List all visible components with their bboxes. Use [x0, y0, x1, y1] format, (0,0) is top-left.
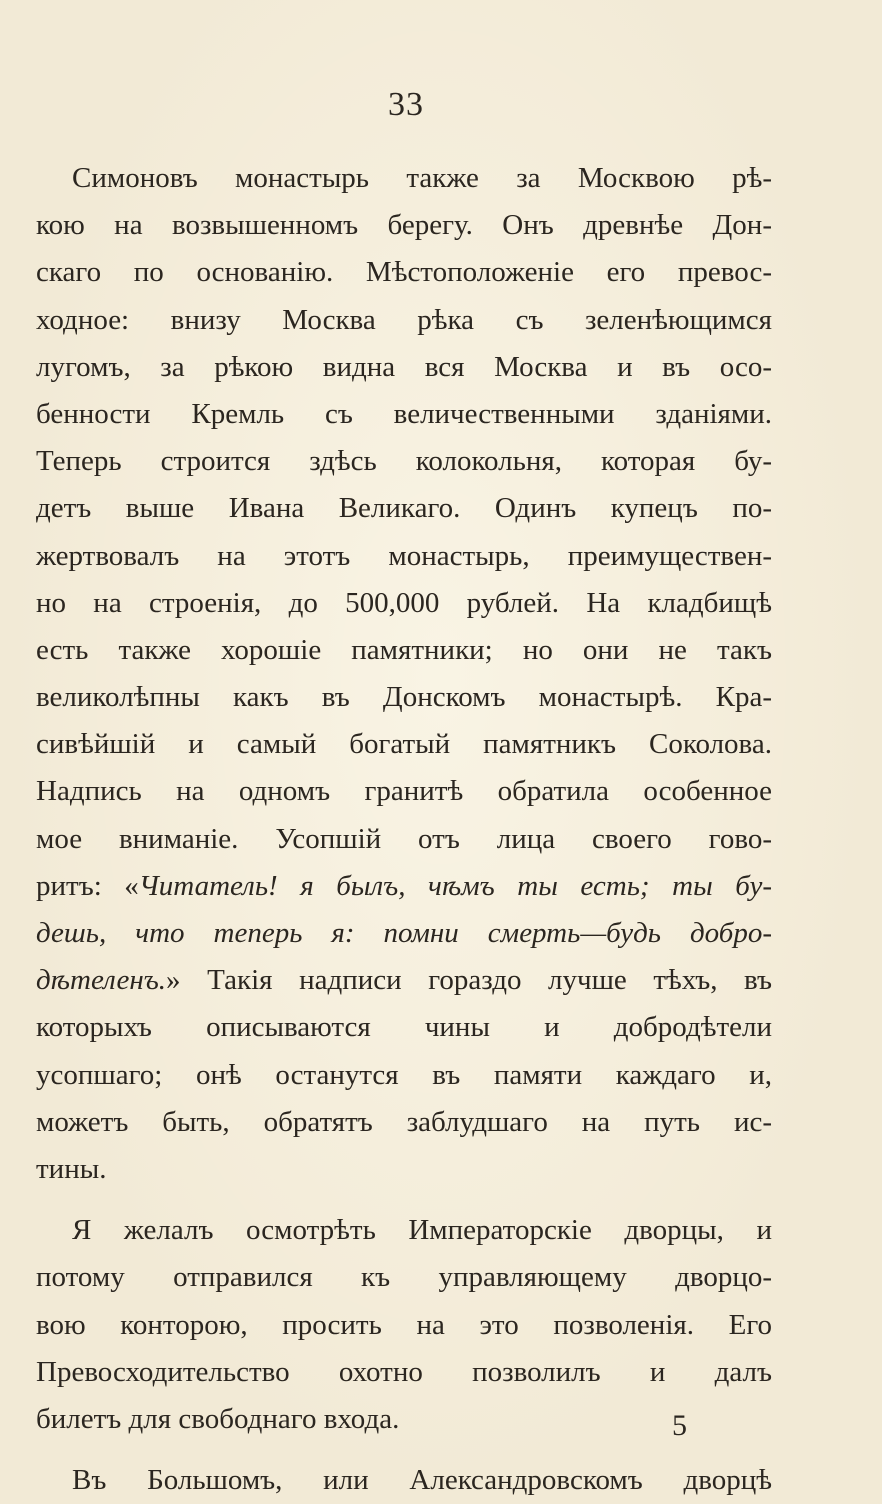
text-line: Въ Большомъ, или Александровскомъ дворцѣ [72, 1464, 772, 1497]
page-number: 33 [388, 86, 424, 123]
paragraph-simonov [36, 155, 772, 1193]
quote-lead: ритъ: « [36, 869, 139, 902]
text-line: великолѣпны какъ въ Донскомъ монастырѣ. Кра- [36, 681, 772, 714]
epitaph-quote: Читатель! я былъ, чѣмъ ты есть; ты бу- [138, 869, 772, 902]
text-line: которыхъ описываются чины и добродѣтели [36, 1011, 772, 1044]
paragraph-alexander-palace [36, 1457, 772, 1504]
text-line: сивѣйшій и самый богатый памятникъ Соколова. [36, 728, 772, 761]
text-line: лугомъ, за рѣкою видна вся Москва и въ осо- [36, 350, 772, 383]
text-line: усопшаго; онѣ останутся въ памяти каждаго и, [36, 1058, 772, 1091]
text-line: Я желалъ осмотрѣть Императорскіе дворцы, и [72, 1214, 772, 1247]
text-line: бенности Кремль съ величественными зданіями. [36, 397, 772, 430]
text-line: жертвовалъ на этотъ монастырь, преимуществен- [36, 539, 772, 572]
text-line: ходное: внизу Москва рѣка съ зеленѣющимся [36, 303, 772, 336]
text-line: билетъ для свободнаго входа. [36, 1402, 400, 1435]
text-line: детъ выше Ивана Великаго. Одинъ купецъ по- [36, 492, 772, 525]
text-line: скаго по основанію. Мѣстоположеніе его превос- [36, 256, 772, 289]
text-line: потому отправился къ управляющему дворцо- [36, 1261, 772, 1294]
text-line: Симоновъ монастырь также за Москвою рѣ- [72, 162, 772, 194]
text-line: кою на возвышенномъ берегу. Онъ древнѣе Дон- [36, 209, 772, 242]
epitaph-quote: дешь, что теперь я: помни смерть—будь добро- [36, 917, 772, 949]
body-text [36, 155, 772, 1504]
text-line: Надпись на одномъ гранитѣ обратила особенное [36, 775, 772, 808]
text-line: но на строенія, до 500,000 рублей. На кладбищѣ [36, 586, 772, 619]
text-line: мое вниманіе. Усопшій отъ лица своего гово- [36, 822, 772, 855]
text-line: вою конторою, просить на это позволенія. Его [36, 1308, 772, 1341]
epitaph-quote: дѣтеленъ. [36, 964, 167, 997]
text-line-quote [36, 863, 772, 910]
signature-mark: 5 [672, 1409, 687, 1442]
paragraph-palaces [36, 1207, 772, 1443]
text-line-quote [36, 957, 772, 1004]
text-line-quote [36, 910, 772, 957]
paragraph-gap [36, 1443, 772, 1457]
text-line: Превосходительство охотно позволилъ и далъ [36, 1355, 772, 1388]
text-line: можетъ быть, обратятъ заблудшаго на путь ис- [36, 1105, 772, 1138]
quote-tail: » Такія надписи гораздо лучше тѣхъ, въ [166, 964, 772, 997]
paragraph-gap [36, 1193, 772, 1207]
text-line: тины. [36, 1152, 107, 1185]
text-line: есть также хорошіе памятники; но они не такъ [36, 633, 772, 666]
text-line: Теперь строится здѣсь колокольня, которая бу- [36, 445, 772, 478]
